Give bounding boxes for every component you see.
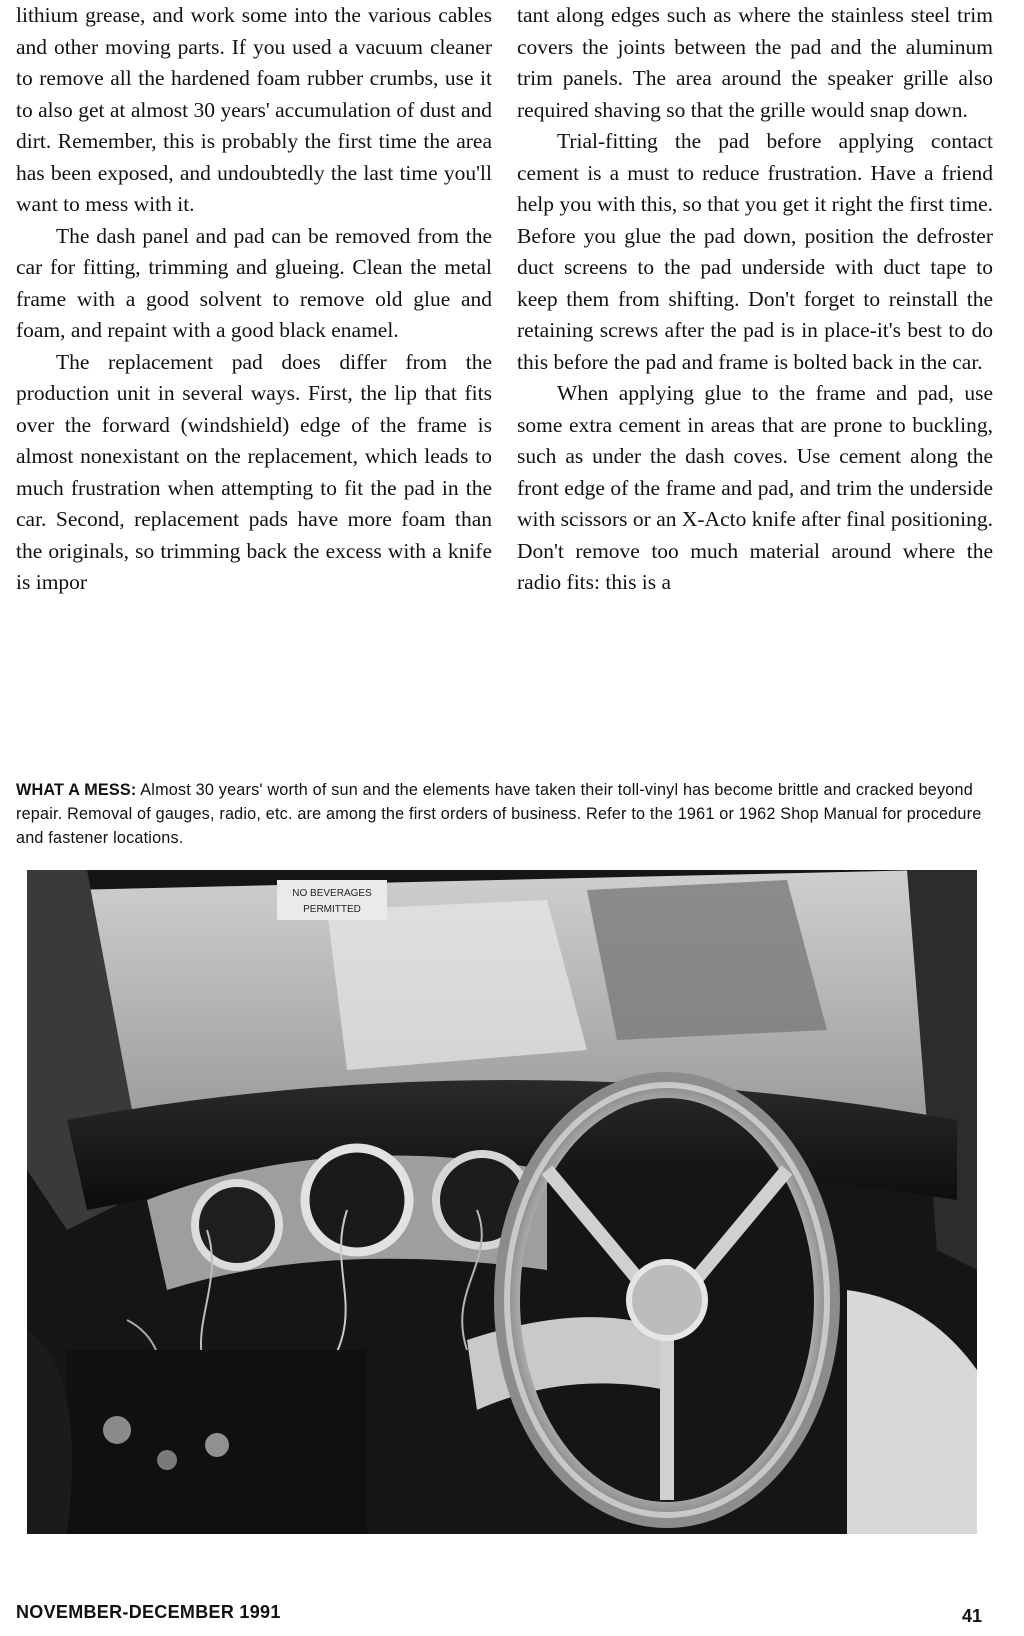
caption-text: Almost 30 years' worth of sun and the elements have taken their toll-vinyl has become brittle and cracked beyond repair. Removal of gauges, radio, etc. are among the first orders of business. Refer to the 1961 or 1962 Shop Manual for procedure and fastener locations. [16,781,982,847]
paragraph: The dash panel and pad can be removed from the car for fitting, trimming and glueing. Clean the metal frame with a good solvent to remove old glue and foam, and repaint with a good black enamel. [16,223,492,342]
left-column [16,0,492,599]
paragraph: When applying glue to the frame and pad, use some extra cement in areas that are prone to buckling, such as under the dash coves. Use cement along the front edge of the frame and pad, and trim the underside with scissors or an X-Acto knife after final positioning. Don't remove too much material around where the radio fits: this is a [517,381,993,594]
paragraph: Trial-fitting the pad before applying contact cement is a must to reduce frustration. Have a friend help you with this, so that you get it right the first time. Before you glue the pad down, position the defroster duct screens to the pad underside with duct tape to keep them from shifting. Don't forget to reinstall the retaining screws after the pad is in place-it's best to do this before the pad and frame is bolted back in the car. [517,129,993,374]
issue-date: NOVEMBER-DECEMBER 1991 [16,1602,281,1622]
page-number: 41 [962,1606,983,1626]
caption-lead: WHAT A MESS: [16,781,137,799]
paragraph: The replacement pad does differ from the production unit in several ways. First, the lip that fits over the forward (windshield) edge of the frame is almost nonexistant on the replacement, which leads to much frustration when attempting to fit the pad in the car. Second, replacement pads have more foam than the originals, so trimming back the excess with a knife is impor [16,349,492,594]
paragraph: tant along edges such as where the stainless steel trim covers the joints between the pad and the aluminum trim panels. The area around the speaker grille also required shaving so that the grille would snap down. [517,3,993,122]
paragraph: lithium grease, and work some into the various cables and other moving parts. If you used a vacuum cleaner to remove all the hardened foam rubber crumbs, use it to also get at almost 30 years' accumulation of dust and dirt. Remember, this is probably the first time the area has been exposed, and undoubtedly the last time you'll want to mess with it. [16,3,492,216]
sign-line-1: NO BEVERAGES [292,888,372,899]
sign-line-2: PERMITTED [303,904,361,915]
photo-caption [16,778,992,850]
dashboard-photo [27,870,977,1534]
car-dashboard-photo-icon [27,870,977,1534]
right-column [517,0,993,599]
